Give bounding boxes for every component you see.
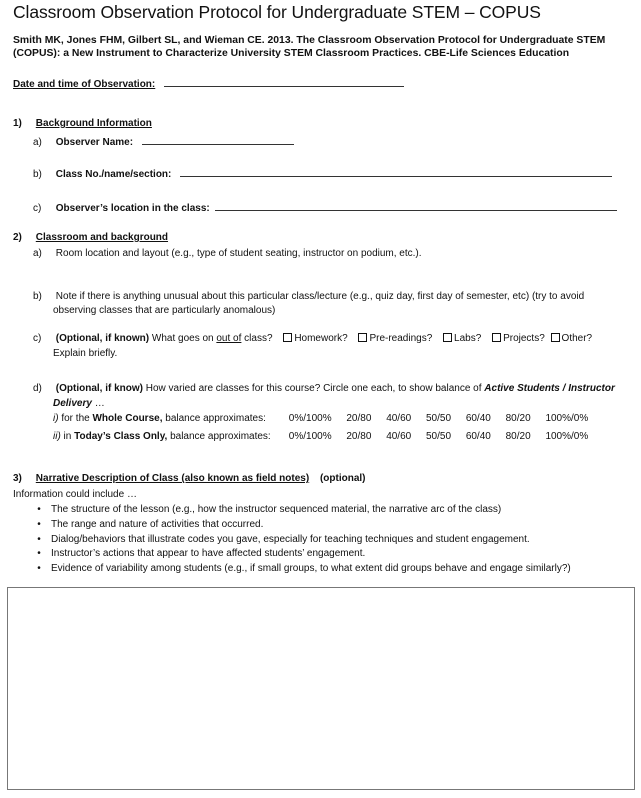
scale-option[interactable]: 0%/100%	[288, 431, 332, 442]
room-layout-text: Room location and layout (e.g., type of student seating, instructor on podium, etc.).	[55, 248, 422, 259]
row-prefix-text: for the	[58, 413, 93, 424]
variation-row-line2	[53, 398, 105, 409]
variation-emphasis-2: Delivery	[53, 398, 92, 409]
out-of-class-underlined: out of	[216, 333, 242, 344]
class-section-row	[33, 166, 612, 180]
section-2-number: 2)	[13, 232, 22, 243]
list-item-text: Instructor’s actions that appear to have affected students’ engagement.	[51, 548, 366, 559]
row-bold-label: Whole Course,	[92, 413, 163, 424]
item-letter: c)	[33, 203, 42, 214]
row-suffix: balance approximates:	[162, 413, 266, 424]
date-field-label: Date and time of Observation:	[13, 79, 156, 90]
out-of-class-text: What goes on	[149, 333, 217, 344]
date-field-row	[13, 76, 404, 90]
unusual-note-row	[33, 291, 584, 302]
out-of-class-row	[33, 333, 592, 344]
section-3-number: 3)	[13, 473, 22, 484]
scale-option[interactable]: 60/40	[465, 413, 491, 424]
bullet-icon: •	[37, 504, 41, 515]
bullet-icon: •	[37, 563, 41, 574]
bullet-icon: •	[37, 548, 41, 559]
row-bold-label: Today’s Class Only,	[74, 431, 168, 442]
item-letter: c)	[33, 333, 42, 344]
list-item	[27, 563, 571, 574]
room-layout-row	[33, 248, 422, 259]
item-letter: b)	[33, 291, 42, 302]
section-3-optional: (optional)	[319, 473, 366, 484]
observer-name-row	[33, 134, 294, 148]
section-1-heading-row	[13, 118, 152, 129]
scale-option[interactable]: 20/80	[346, 413, 372, 424]
list-item-text: The structure of the lesson (e.g., how the instructor sequenced material, the narrative arc of the class)	[51, 504, 502, 515]
bullet-icon: •	[37, 519, 41, 530]
citation: Smith MK, Jones FHM, Gilbert SL, and Wieman CE. 2013. The Classroom Observation Protocol for Undergraduate STEM (COPUS): a New Instrument to Characterize University STEM Classroom Practices. CBE-Life Sciences Education	[13, 35, 606, 59]
observer-location-label: Observer’s location in the class:	[55, 203, 210, 214]
list-item-text: The range and nature of activities that occurred.	[51, 519, 264, 530]
balance-row-whole-course	[53, 413, 600, 424]
list-item	[27, 534, 530, 545]
out-of-class-text-end: class?	[241, 333, 273, 344]
variation-text: How varied are classes for this course? Circle one each, to show balance of	[143, 383, 485, 394]
section-1-heading: Background Information	[35, 118, 152, 129]
scale-option[interactable]: 80/20	[505, 413, 531, 424]
checkbox-pre-readings[interactable]	[358, 333, 432, 344]
bullet-icon: •	[37, 534, 41, 545]
section-2-heading: Classroom and background	[35, 232, 169, 243]
scale-option[interactable]: 40/60	[386, 413, 412, 424]
scale-option[interactable]: 50/50	[426, 431, 452, 442]
document-title: Classroom Observation Protocol for Undergraduate STEM – COPUS	[13, 2, 541, 22]
class-section-input[interactable]	[180, 166, 612, 177]
list-item	[27, 504, 501, 515]
list-item-text: Dialog/behaviors that illustrate codes you gave, especially for teaching techniques and student engagement.	[51, 534, 530, 545]
date-field-input[interactable]	[164, 76, 404, 87]
scale-option[interactable]: 60/40	[465, 431, 491, 442]
section-3-intro: Information could include …	[13, 489, 137, 500]
scale-option[interactable]: 50/50	[426, 413, 452, 424]
variation-emphasis: Active Students / Instructor	[484, 383, 615, 394]
class-section-label: Class No./name/section:	[55, 169, 172, 180]
row-prefix: ii)	[53, 431, 61, 442]
scale-option[interactable]: 20/80	[346, 431, 372, 442]
item-letter: d)	[33, 383, 42, 394]
scale-option[interactable]: 0%/100%	[288, 413, 332, 424]
checkbox-other[interactable]	[551, 333, 593, 344]
observer-location-row	[33, 200, 617, 214]
observer-name-label: Observer Name:	[55, 137, 134, 148]
balance-row-todays-class	[53, 431, 600, 442]
unusual-note-text-line2: observing classes that are particularly anomalous)	[53, 305, 276, 316]
row-suffix: balance approximates:	[167, 431, 271, 442]
checkbox-icon[interactable]	[443, 333, 452, 342]
checkbox-label: Pre-readings?	[369, 333, 433, 344]
variation-row	[33, 383, 615, 394]
row-prefix: i)	[53, 413, 59, 424]
checkbox-label: Labs?	[454, 333, 482, 344]
checkbox-homework[interactable]	[283, 333, 347, 344]
ellipsis: …	[91, 398, 105, 409]
item-letter: a)	[33, 248, 42, 259]
scale-option[interactable]: 100%/0%	[545, 431, 589, 442]
checkbox-label: Homework?	[294, 333, 348, 344]
scale-option[interactable]: 100%/0%	[545, 413, 589, 424]
checkbox-icon[interactable]	[551, 333, 560, 342]
optional-label: (Optional, if know)	[55, 383, 143, 394]
scale-option[interactable]: 40/60	[386, 431, 412, 442]
checkbox-icon[interactable]	[358, 333, 367, 342]
item-letter: a)	[33, 137, 42, 148]
list-item-text: Evidence of variability among students (e.g., if small groups, to what extent did groups behave and engage similarly?)	[51, 563, 571, 574]
section-3-heading-row	[13, 473, 366, 484]
section-2-heading-row	[13, 232, 168, 243]
row-prefix-text: in	[60, 431, 75, 442]
section-1-number: 1)	[13, 118, 22, 129]
checkbox-icon[interactable]	[283, 333, 292, 342]
checkbox-label: Projects?	[503, 333, 545, 344]
explain-briefly-text: Explain briefly.	[53, 348, 118, 359]
scale-option[interactable]: 80/20	[505, 431, 531, 442]
unusual-note-text-line1: Note if there is anything unusual about this particular class/lecture (e.g., quiz day, first day of semester, etc) (try to avoid	[55, 291, 585, 302]
checkbox-projects[interactable]	[492, 333, 545, 344]
observer-location-input[interactable]	[215, 200, 617, 211]
observer-name-input[interactable]	[142, 134, 294, 145]
checkbox-label: Other?	[561, 333, 593, 344]
optional-label: (Optional, if known)	[55, 333, 150, 344]
section-3-heading: Narrative Description of Class (also known as field notes)	[35, 473, 310, 484]
field-notes-textarea[interactable]	[7, 587, 635, 790]
list-item	[27, 519, 263, 530]
checkbox-labs[interactable]	[443, 333, 481, 344]
list-item	[27, 548, 365, 559]
item-letter: b)	[33, 169, 42, 180]
checkbox-icon[interactable]	[492, 333, 501, 342]
